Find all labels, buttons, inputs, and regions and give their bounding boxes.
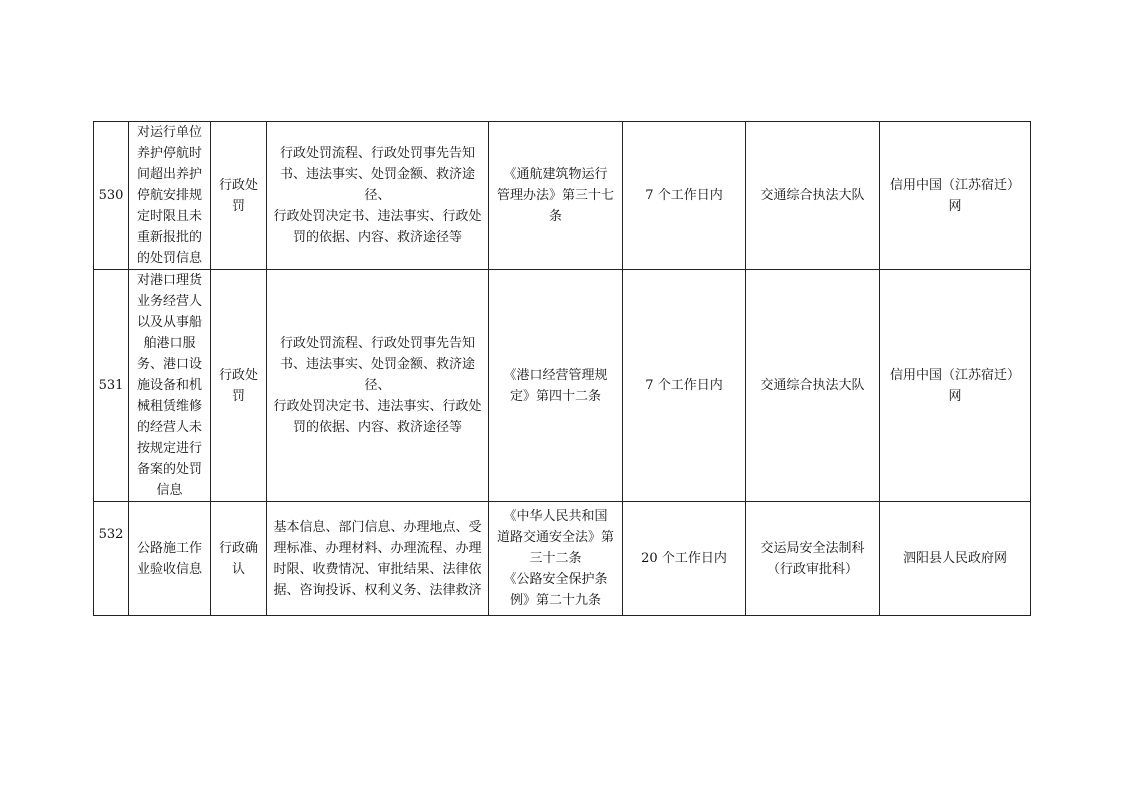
- channel-cell: [880, 502, 1031, 616]
- department-cell: [746, 270, 880, 502]
- disclosure-channel: 信用中国（江苏宿迁） 网: [889, 177, 1020, 214]
- row-number-cell: [94, 502, 129, 616]
- legal-basis: 《中华人民共和国 道路交通安全法》第 三十二条 《公路安全保护条 例》第二十九条: [496, 509, 614, 608]
- row-number-cell: [94, 122, 129, 270]
- disclosure-content: 基本信息、部门信息、办理地点、受 理标准、办理材料、办理流程、办理 时限、收费情况、审批结果、法律依 据、咨询投诉、权利义务、法律救济: [273, 519, 482, 598]
- department-cell: [746, 122, 880, 270]
- category-cell: [211, 122, 267, 270]
- responsible-department: 交通综合执法大队: [760, 188, 865, 203]
- item-cell: [129, 502, 211, 616]
- item-category: 行政确 认: [218, 540, 258, 577]
- department-cell: [746, 502, 880, 616]
- table-row: [94, 122, 1031, 270]
- item-cell: [129, 270, 211, 502]
- time-limit-cell: [623, 122, 746, 270]
- content-cell: [267, 122, 489, 270]
- responsible-department: 交通综合执法大队: [760, 378, 865, 393]
- time-limit: 7 个工作日内: [645, 188, 723, 203]
- disclosure-channel: 信用中国（江苏宿迁） 网: [889, 367, 1020, 404]
- item-name: 公路施工作 业验收信息: [136, 540, 202, 577]
- legal-basis: 《通航建筑物运行 管理办法》第三十七 条: [496, 167, 614, 224]
- item-category: 行政处 罚: [218, 177, 258, 214]
- content-cell: [267, 502, 489, 616]
- item-name: 对港口理货 业务经营人 以及从事船 舶港口服 务、港口设 施设备和机 械租赁维修 的经营人未 按规定进行 备案的处罚 信息: [136, 273, 202, 498]
- item-category: 行政处 罚: [218, 367, 258, 404]
- item-cell: [129, 122, 211, 270]
- time-limit: 7 个工作日内: [645, 378, 723, 393]
- channel-cell: [880, 270, 1031, 502]
- row-number: 531: [98, 378, 124, 393]
- row-number: 532: [98, 527, 124, 542]
- basis-cell: [489, 122, 623, 270]
- basis-cell: [489, 270, 623, 502]
- row-number-cell: [94, 270, 129, 502]
- item-name: 对运行单位 养护停航时 间超出养护 停航安排规 定时限且未 重新报批的 的处罚信息: [136, 125, 202, 266]
- responsible-department: 交运局安全法制科 （行政审批科）: [760, 540, 865, 577]
- time-limit-cell: [623, 502, 746, 616]
- channel-cell: [880, 122, 1031, 270]
- disclosure-content: 行政处罚流程、行政处罚事先告知 书、违法事实、处罚金额、救济途径、 行政处罚决定书、违法事实、行政处 罚的依据、内容、救济途径等: [273, 146, 482, 245]
- disclosure-channel: 泗阳县人民政府网: [902, 551, 1007, 566]
- content-cell: [267, 270, 489, 502]
- time-limit: 20 个工作日内: [641, 551, 727, 566]
- category-cell: [211, 502, 267, 616]
- legal-basis: 《港口经营管理规 定》第四十二条: [503, 367, 608, 404]
- category-cell: [211, 270, 267, 502]
- row-number: 530: [98, 188, 124, 203]
- basis-cell: [489, 502, 623, 616]
- disclosure-table: [93, 121, 1031, 616]
- time-limit-cell: [623, 270, 746, 502]
- table-row: [94, 270, 1031, 502]
- table-row: [94, 502, 1031, 616]
- disclosure-content: 行政处罚流程、行政处罚事先告知 书、违法事实、处罚金额、救济途径、 行政处罚决定书、违法事实、行政处 罚的依据、内容、救济途径等: [273, 336, 482, 435]
